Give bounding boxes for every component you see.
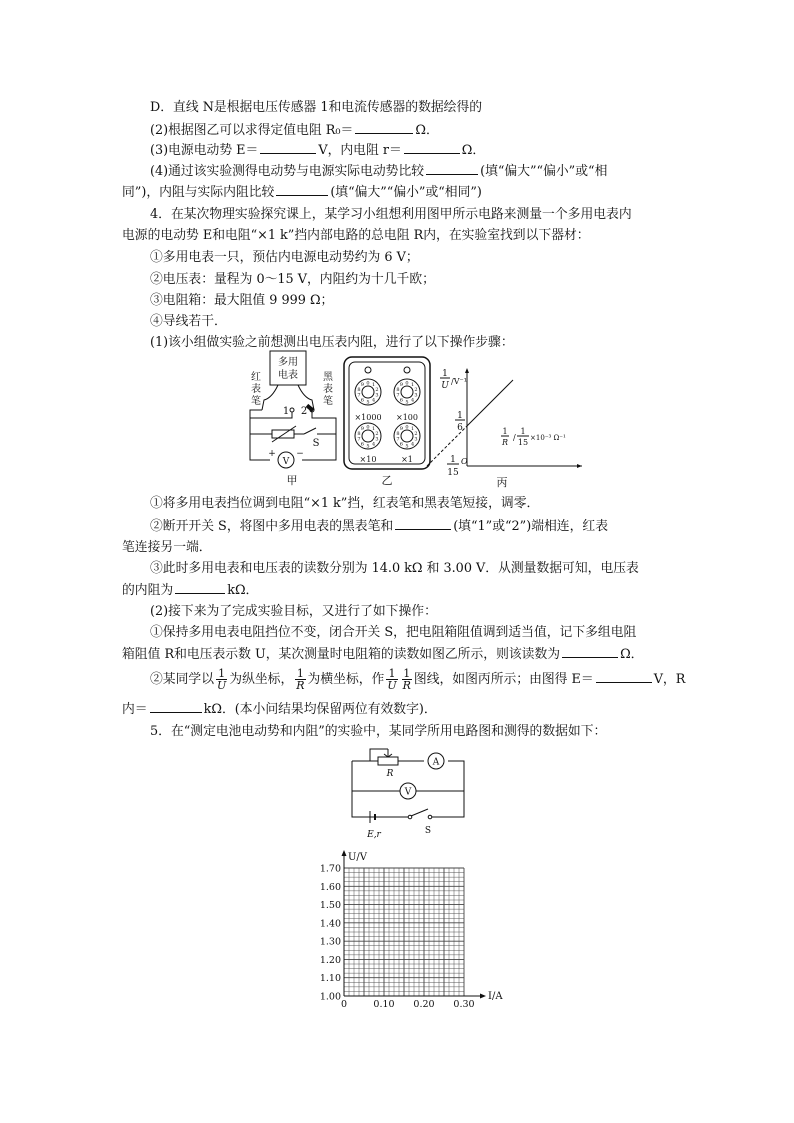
internal-r-blank[interactable] (404, 141, 460, 154)
q4-text-2: 同”)，内阻与实际内阻比较 (122, 185, 275, 200)
x-tick-label: 0.10 (373, 999, 395, 1010)
q4-text: (4)通过该实验测得电动势与电源实际电动势比较 (150, 164, 425, 179)
r-compare-blank[interactable] (276, 183, 328, 196)
x-axis-arrow (480, 994, 486, 999)
dial-digit: 4 (372, 441, 376, 448)
svg-text:−: − (296, 449, 304, 459)
multimeter-label-1: 多用 (278, 357, 298, 368)
step-3-unit: kΩ． (227, 583, 259, 598)
dial-digit: 8 (357, 386, 361, 393)
material-2: ②电压表：量程为 0～15 V，内阻约为十几千欧； (150, 272, 435, 287)
dial-digit: 7 (357, 392, 361, 399)
q3-text: (3)电源电动势 E＝ (150, 143, 259, 158)
step-3-text: 的内阻为 (122, 583, 174, 598)
circuit-figure (348, 745, 468, 841)
t3-text-b: kΩ．(本小问结果均保留两位有效数字)． (203, 702, 437, 717)
dial-digit: 3 (414, 436, 418, 443)
dial-digit: 9 (360, 382, 364, 389)
voltmeter-label: V (282, 457, 290, 467)
dial-digit: 9 (399, 426, 403, 433)
dial-digit: 2 (414, 386, 418, 393)
step-2-line (150, 517, 608, 536)
terminal-2-wire (302, 412, 336, 460)
emf-compare-blank[interactable] (426, 162, 478, 175)
voltmeter-label: V (404, 787, 412, 798)
x-axis-d1: R (501, 438, 509, 447)
e-blank[interactable] (596, 670, 652, 683)
black-probe-label-2: 表 (323, 384, 333, 395)
dial-100-label: ×100 (396, 413, 418, 422)
x-tick-label: 0.30 (453, 999, 475, 1010)
x-axis-unit: ×10⁻³ Ω⁻¹ (530, 434, 566, 442)
dial-digit: 0 (366, 424, 370, 431)
t2-line (150, 668, 685, 692)
switch-lever (304, 428, 316, 434)
x-tick-label: 0.20 (413, 999, 435, 1010)
x-axis-n1: 1 (502, 427, 508, 436)
fit-line (467, 380, 513, 426)
dial-digit: 6 (399, 397, 403, 404)
rheostat-slider (384, 749, 392, 757)
y-tick-label: 1.50 (319, 900, 341, 912)
dial-digit: 4 (372, 397, 376, 404)
svg-text:+: + (268, 449, 276, 459)
dial-digit: 3 (375, 436, 379, 443)
t1-text: 箱阻值 R和电压表示数 U，某次测量时电阻箱的读数如图乙所示，则该读数为 (122, 647, 561, 662)
q4-stem-1: 4．在某次物理实验探究课上，某学习小组想利用图甲所示电路来测量一个多用电表内 (150, 207, 632, 222)
y-axis-num: 1 (442, 369, 448, 379)
x-intercept-den: 15 (447, 468, 459, 478)
y-axis-label: U/V (348, 852, 368, 863)
switch-label: S (424, 826, 432, 836)
dial-digit: 7 (357, 436, 361, 443)
material-4: ④导线若干． (150, 314, 227, 329)
frac-1-over-r: $\frac{1}{R}$ (296, 667, 305, 692)
dial-digit: 4 (411, 397, 415, 404)
dial-digit: 0 (366, 380, 370, 387)
figure-jia-caption: 甲 (286, 474, 298, 487)
option-d-text: D．直线 N是根据电压传感器 1和电流传感器的数据绘得的 (150, 100, 483, 115)
dial-digit: 1 (372, 426, 376, 433)
dial-digit: 2 (375, 430, 379, 437)
terminal-1 (290, 408, 294, 412)
r-internal-blank[interactable] (150, 700, 202, 713)
y-tick-label: 1.10 (319, 973, 341, 985)
step-2-hint: (填“1”或“2”)端相连，红表 (453, 519, 608, 534)
t2-text-a: ②某同学以 (150, 672, 214, 687)
red-probe-label-3: 笔 (251, 396, 261, 407)
dial-digit: 9 (399, 382, 403, 389)
frac-1-over-u: $\frac{1}{U}$ (216, 667, 227, 692)
q3-unit: Ω． (461, 143, 486, 158)
q2-text: (2)根据图乙可以求得定值电阻 R₀＝ (150, 123, 354, 138)
dial-digit: 1 (411, 382, 415, 389)
dial-digit: 5 (405, 443, 409, 450)
ui-graph (312, 848, 512, 1008)
dial-digit: 5 (405, 399, 409, 406)
frac-1-over-r-2: $\frac{1}{R}$ (402, 667, 411, 692)
figure-jia (242, 350, 342, 488)
y-intercept-den: 6 (457, 423, 463, 433)
switch-contact (428, 815, 432, 819)
box-reading-blank[interactable] (562, 645, 618, 658)
resistance-box (272, 430, 294, 438)
dial-digit: 4 (411, 441, 415, 448)
q4-hint: (填“偏大”“偏小”或“相 (480, 164, 608, 179)
q4-stem-2: 电源的电动势 E和电阻“×1 k”挡内部电路的总电阻 R内，在实验室找到以下器材： (122, 228, 590, 243)
black-probe-label-3: 笔 (323, 396, 333, 407)
material-1: ①多用电表一只，预估内电源电动势约为 6 V； (150, 250, 419, 265)
y-tick-label: 1.00 (319, 991, 341, 1003)
question-3-line (150, 141, 485, 160)
dial-digit: 0 (405, 380, 409, 387)
t2-text-d: 图线，如图丙所示；由图得 E＝ (413, 672, 594, 687)
frac-1-over-u-2: $\frac{1}{U}$ (387, 667, 397, 692)
dial-digit: 2 (375, 386, 379, 393)
y-tick-label: 1.70 (319, 863, 341, 875)
y-tick-label: 1.40 (319, 918, 341, 930)
terminal-1-label: 1 (282, 406, 290, 417)
dial-digit: 1 (372, 382, 376, 389)
dial-digit: 6 (399, 441, 403, 448)
switch-lever (411, 809, 428, 816)
y-axis-den: U (441, 381, 449, 391)
q2-unit: Ω． (415, 123, 439, 138)
question-4-line (150, 162, 607, 181)
dial-digit: 8 (396, 430, 400, 437)
material-3: ③电阻箱：最大阻值 9 999 Ω； (150, 293, 334, 308)
dial-digit: 1 (411, 426, 415, 433)
ammeter-label: A (432, 757, 440, 768)
dial-digit: 5 (366, 399, 370, 406)
t1-line-2 (122, 645, 643, 664)
y-tick-label: 1.60 (319, 881, 341, 893)
dial-digit: 9 (360, 426, 364, 433)
circuit-left-wire (352, 761, 408, 817)
step-1: ①将多用电表挡位调到电阻“×1 k”挡，红表笔和黑表笔短接，调零． (150, 496, 540, 511)
figure-yi (343, 356, 433, 488)
rheostat-label: R (386, 769, 394, 779)
part-1-stem: (1)该小组做实验之前想测出电压表内阻，进行了以下操作步骤： (150, 335, 514, 350)
step-2-cont: 笔连接另一端． (122, 540, 212, 555)
x-axis-label: I/A (488, 991, 503, 1002)
red-probe-label-2: 表 (251, 384, 261, 395)
question-4-line-2 (122, 183, 482, 202)
x-axis-d2: 15 (517, 438, 529, 447)
y-tick-label: 1.30 (319, 936, 341, 948)
figure-yi-caption: 乙 (381, 474, 393, 487)
dial-1-label: ×1 (401, 455, 413, 464)
figure-bing (437, 362, 587, 488)
t1-line-1: ①保持多用电表电阻挡位不变，闭合开关 S，把电阻箱阻值调到适当值，记下多组电阻 (150, 625, 637, 640)
dial-digit: 3 (375, 392, 379, 399)
dial-digit: 3 (414, 392, 418, 399)
dial-digit: 5 (366, 443, 370, 450)
t2-text-e: V，R (653, 672, 686, 687)
question-2-line (150, 121, 439, 140)
y-axis-unit: /V⁻¹ (451, 377, 467, 386)
r0-blank[interactable] (355, 121, 413, 134)
step-3: ③此时多用电表和电压表的读数分别为 14.0 kΩ 和 3.00 V．从测量数据可知，电压表 (150, 561, 639, 576)
t3-text-a: 内＝ (122, 702, 148, 717)
dial-digit: 8 (357, 430, 361, 437)
battery-label: E,r (367, 830, 381, 840)
dial-digit: 6 (360, 441, 364, 448)
dial-digit: 6 (360, 397, 364, 404)
emf-blank[interactable] (260, 141, 316, 154)
terminal-blank[interactable] (395, 517, 451, 530)
black-probe-label-1: 黑 (323, 372, 333, 383)
dial-digit: 7 (396, 392, 400, 399)
switch-label: S (312, 438, 320, 449)
figure-bing-caption: 丙 (496, 476, 508, 489)
y-tick-label: 1.20 (319, 954, 341, 966)
red-probe-wire (262, 385, 278, 410)
red-probe-label-1: 红 (251, 372, 261, 383)
part-2-stem: (2)接下来为了完成实验目标，又进行了如下操作： (150, 604, 437, 619)
y-axis-arrow (342, 850, 347, 856)
dial-digit: 7 (396, 436, 400, 443)
multimeter-label-2: 电表 (278, 370, 298, 381)
t2-text-b: 为纵坐标， (229, 672, 294, 687)
rheostat-symbol (378, 757, 398, 765)
origin-label: O (461, 457, 468, 466)
terminal-2-label: 2 (300, 406, 308, 417)
dial-10-label: ×10 (359, 455, 377, 464)
svg-text:/: / (513, 433, 516, 442)
voltmeter-r-blank[interactable] (175, 581, 225, 594)
dial-1000-label: ×1000 (354, 413, 382, 422)
step-2-text: ②断开开关 S，将图中多用电表的黑表笔和 (150, 519, 394, 534)
t3-line (122, 700, 437, 719)
dial-digit: 2 (414, 430, 418, 437)
y-intercept-num: 1 (457, 411, 463, 421)
dial-digit: 8 (396, 386, 400, 393)
q4-hint-2: (填“偏大”“偏小”或“相同”) (330, 185, 482, 200)
q3-mid: V，内电阻 r＝ (318, 143, 402, 158)
q5-stem: 5．在“测定电池电动势和内阻”的实验中，某同学所用电路图和测得的数据如下： (150, 724, 607, 739)
dial-digit: 0 (405, 424, 409, 431)
x-intercept-num: 1 (450, 455, 456, 465)
x-tick-label: 0 (340, 999, 348, 1010)
t2-text-c: 为横坐标，作 (307, 672, 385, 687)
step-3-line (122, 581, 258, 600)
x-axis-n2: 1 (520, 427, 526, 436)
t1-unit: Ω． (620, 647, 644, 662)
